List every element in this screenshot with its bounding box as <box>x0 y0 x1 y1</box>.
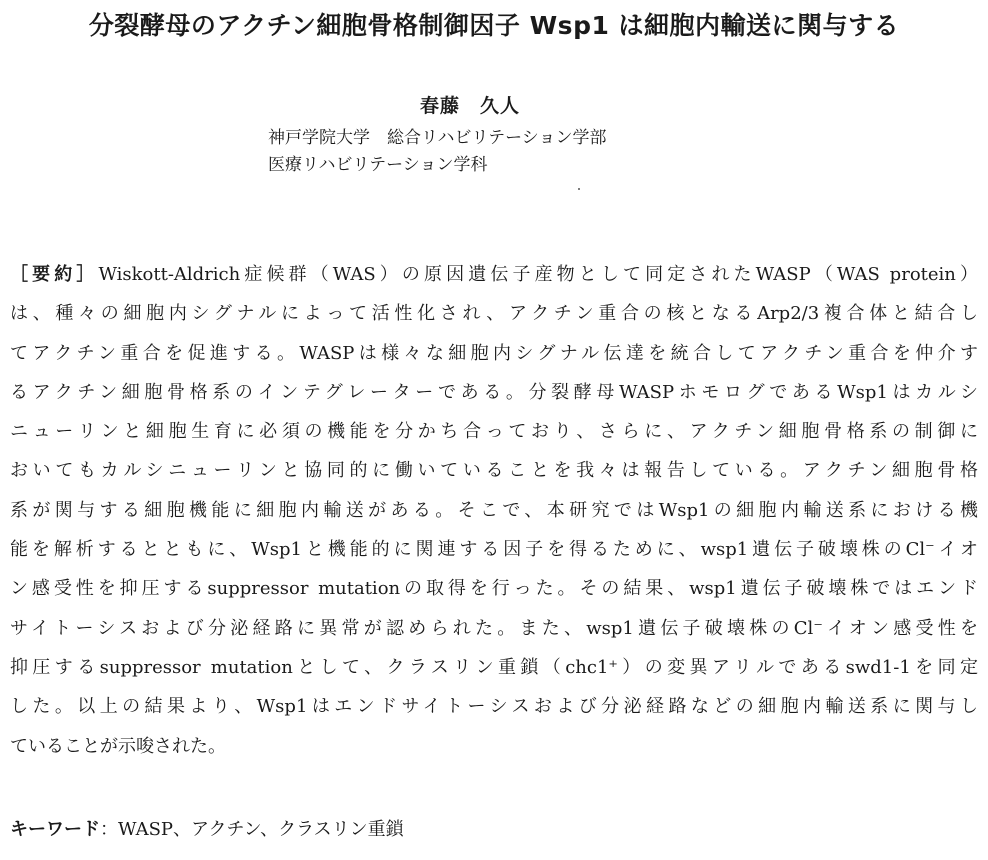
abstract-line-text: Wiskott-Aldrich症候群（WAS）の原因遺伝子産物として同定されたWASP（WAS protein） <box>98 264 978 285</box>
keywords <box>10 815 404 841</box>
abstract-line: ニューリンと細胞生育に必須の機能を分かち合っており、さらに、アクチン細胞骨格系の制御に <box>10 421 978 443</box>
abstract-line: おいてもカルシニューリンと協同的に働いていることを我々は報告している。アクチン細胞骨格 <box>10 460 978 482</box>
abstract-line: は、種々の細胞内シグナルによって活性化され、アクチン重合の核となるArp2/3複合体と結合し <box>10 303 978 325</box>
stray-dot <box>578 188 580 190</box>
abstract-line: ていることが示唆された。 <box>10 735 226 757</box>
abstract-line: 能を解析するとともに、Wsp1と機能的に関連する因子を得るために、wsp1遺伝子破壊株のCl⁻イオ <box>10 539 978 561</box>
author-name: 春藤 久人 <box>420 95 521 117</box>
keywords-separator: ： <box>100 819 118 840</box>
abstract-label: ［要約］ <box>10 264 99 285</box>
abstract-line: した。以上の結果より、Wsp1はエンドサイトーシスおよび分泌経路などの細胞内輸送系に関与し <box>10 696 978 718</box>
abstract-line: 抑圧するsuppressor mutationとして、クラスリン重鎖（chc1⁺）の変異アリルであるswd1-1を同定 <box>10 656 978 678</box>
affiliation-line-1: 神戸学院大学 総合リハビリテーション学部 <box>268 128 607 148</box>
abstract-line: 系が関与する細胞機能に細胞内輸送がある。そこで、本研究ではWsp1の細胞内輸送系における機 <box>10 499 978 521</box>
abstract-line: サイトーシスおよび分泌経路に異常が認められた。また、wsp1遺伝子破壊株のCl⁻イオン感受性を <box>10 617 978 639</box>
keywords-label: キーワード <box>10 819 100 840</box>
keywords-value: WASP、アクチン、クラスリン重鎖 <box>118 819 404 840</box>
abstract-line: ン感受性を抑圧するsuppressor mutationの取得を行った。その結果、wsp1遺伝子破壊株ではエンド <box>10 578 978 600</box>
abstract <box>10 255 978 766</box>
abstract-line <box>10 255 978 294</box>
affiliation-line-2: 医療リハビリテーション学科 <box>268 155 488 175</box>
abstract-line: るアクチン細胞骨格系のインテグレーターである。分裂酵母WASPホモログであるWsp1はカルシ <box>10 381 978 403</box>
paper-title: 分裂酵母のアクチン細胞骨格制御因子 Wsp1 は細胞内輸送に関与する <box>88 11 900 40</box>
abstract-line: てアクチン重合を促進する。WASPは様々な細胞内シグナル伝達を統合してアクチン重合を仲介す <box>10 342 978 364</box>
